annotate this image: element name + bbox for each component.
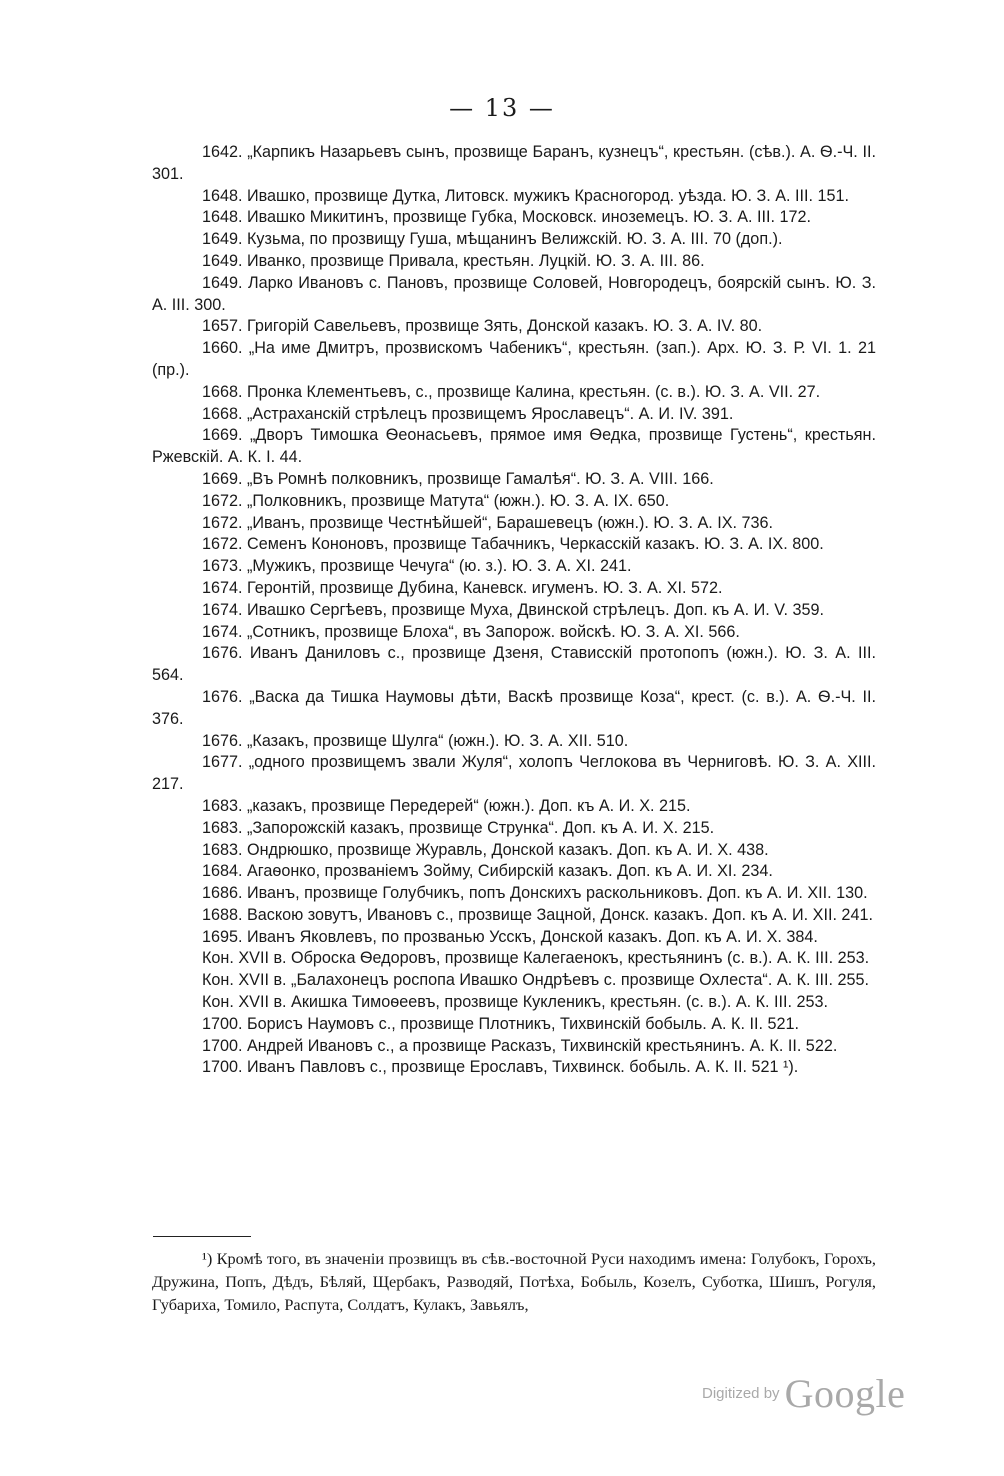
entry: 1700. Иванъ Павловъ с., прозвище Ерославъ, Тихвинск. бобыль. А. К. II. 521 ¹).: [202, 1058, 799, 1077]
entry: 1649. Иванко, прозвище Привала, крестьян. Луцкій. Ю. З. А. III. 86.: [202, 251, 705, 270]
entry: 1672. „Иванъ, прозвище Честнѣйшей“, Барашевецъ (южн.). Ю. З. А. IX. 736.: [202, 513, 774, 532]
entry: Кон. XVII в. Акишка Тимоѳеевъ, прозвище Кукленикъ, крестьян. (с. в.). А. К. III. 253.: [202, 993, 829, 1012]
page-number: — 13 —: [449, 94, 555, 122]
entry: 1676. „Казакъ, прозвище Шулга“ (южн.). Ю. З. А. XII. 510.: [202, 731, 629, 750]
entry: 1674. Ивашко Сергѣевъ, прозвище Муха, Двинской стрѣлецъ. Доп. къ А. И. V. 359.: [202, 600, 825, 619]
entry: 1683. „Запорожскій казакъ, прозвище Струнка“. Доп. къ А. И. X. 215.: [202, 818, 715, 837]
entry: 1676. „Васка да Тишка Наумовы дѣти, Васкѣ прозвище Коза“, крест. (с. в.). А. Ѳ.-Ч. II. 376.: [152, 687, 876, 728]
entry: 1660. „На име Дмитръ, прозвискомъ Чабеникъ“, крестьян. (зап.). Арх. Ю. З. Р. VI. 1. 21 (пр.).: [152, 339, 876, 379]
entry: 1673. „Мужикъ, прозвище Чечуга“ (ю. з.). Ю. З. А. XI. 241.: [202, 557, 632, 576]
entry: 1700. Борисъ Наумовъ с., прозвище Плотникъ, Тихвинскій бобыль. А. К. II. 521.: [202, 1014, 799, 1033]
entry: 1674. „Сотникъ, прозвище Блоха“, въ Запорож. войскѣ. Ю. З. А. XI. 566.: [202, 622, 740, 641]
entry: 1677. „одного прозвищемъ звали Жуля“, холопъ Чеглокова въ Черниговѣ. Ю. З. А. XIII. 217.: [152, 753, 876, 794]
entry: 1669. „Въ Ромнѣ полковникъ, прозвище Гамалѣя“. Ю. З. А. VIII. 166.: [202, 469, 714, 488]
entry: 1688. Васкою зовутъ, Ивановъ с., прозвище Зацной, Донск. казакъ. Доп. къ А. И. XII. 241.: [202, 905, 873, 924]
entry: 1669. „Дворъ Тимошка Ѳеонасьевъ, прямое имя Ѳедка, прозвище Густень“, крестьян. Ржевскій. А. К. I. 44.: [152, 426, 876, 467]
entry: 1683. Ондрюшко, прозвище Журавль, Донской казакъ. Доп. къ А. И. X. 438.: [202, 840, 769, 859]
entry: 1649. Ларко Ивановъ с. Пановъ, прозвище Соловей, Новгородецъ, боярскій сынъ. Ю. З. А. III. 300.: [152, 273, 876, 314]
entry: 1672. „Полковникъ, прозвище Матута“ (южн.). Ю. З. А. IX. 650.: [202, 491, 670, 510]
entry: 1684. Агаѳонко, прозваніемъ Зойму, Сибирскій казакъ. Доп. къ А. И. XI. 234.: [202, 862, 773, 881]
entries-list: [152, 142, 876, 1079]
entry: 1649. Кузьма, по прозвищу Гуша, мѣщанинъ Велижскій. Ю. З. А. III. 70 (доп.).: [202, 230, 783, 249]
entry: 1668. „Астраханскій стрѣлецъ прозвищемъ Ярославецъ“. А. И. IV. 391.: [202, 404, 734, 423]
digitized-watermark: [702, 1370, 912, 1420]
entry: 1686. Иванъ, прозвище Голубчикъ, попъ Донскихъ раскольниковъ. Доп. къ А. И. XII. 130.: [202, 884, 868, 903]
google-logo: Google: [784, 1371, 906, 1416]
entry: 1674. Геронтій, прозвище Дубина, Каневск. игуменъ. Ю. З. А. XI. 572.: [202, 578, 723, 597]
entry: 1695. Иванъ Яковлевъ, по прозванью Усскъ, Донской казакъ. Доп. къ А. И. X. 384.: [202, 927, 818, 946]
entry: Кон. XVII в. Оброска Ѳедоровъ, прозвище Калегаенокъ, крестьянинъ (с. в.). А. К. III. 253.: [202, 949, 870, 968]
entry: 1657. Григорій Савельевъ, прозвище Зять, Донской казакъ. Ю. З. А. IV. 80.: [202, 317, 763, 336]
entry: Кон. XVII в. „Балахонецъ роспопа Ивашко Ондрѣевъ с. прозвище Охлеста“. А. К. III. 255.: [202, 971, 870, 990]
entry: 1648. Ивашко Микитинъ, прозвище Губка, Московск. иноземецъ. Ю. З. А. III. 172.: [202, 208, 812, 227]
entry: 1648. Ивашко, прозвище Дутка, Литовск. мужикъ Красногород. уѣзда. Ю. З. А. III. 151.: [202, 186, 850, 205]
entry: 1668. Пронка Клементьевъ, с., прозвище Калина, крестьян. (с. в.). Ю. З. А. VII. 27.: [202, 382, 821, 401]
footnote: [152, 1247, 876, 1316]
footnote-divider: [153, 1236, 251, 1237]
entry: 1642. „Карпикъ Назарьевъ сынъ, прозвище Баранъ, кузнецъ“, крестьян. (сѣв.). А. Ѳ.-Ч. II. 301.: [152, 143, 876, 183]
entry: 1700. Андрей Ивановъ с., а прозвище Расказъ, Тихвинскій крестьянинъ. А. К. II. 522.: [202, 1036, 838, 1055]
entry: 1672. Семенъ Кононовъ, прозвище Табачникъ, Черкасскій казакъ. Ю. З. А. IX. 800.: [202, 535, 824, 554]
digitized-by-text: Digitized by: [702, 1385, 780, 1402]
footnote-text: ¹) Кромѣ того, въ значеніи прозвищъ въ сѣв.-восточной Руси находимъ имена: Голубокъ, Горохъ, Дружина, Попъ, Дѣдъ, Бѣляй, Щербакъ, Разводяй, Потѣха, Бобыль, Козелъ, Суботка, Шишъ, Рогуля, Губариха, Томило, Распута, Солдатъ, Кулакъ, Завьялъ,: [152, 1249, 876, 1314]
entry: 1683. „казакъ, прозвище Передерей“ (южн.). Доп. къ А. И. X. 215.: [202, 796, 691, 815]
entry: 1676. Иванъ Даниловъ с., прозвище Дзеня, Стависскій протопопъ (южн.). Ю. З. А. III. 564.: [152, 644, 876, 685]
